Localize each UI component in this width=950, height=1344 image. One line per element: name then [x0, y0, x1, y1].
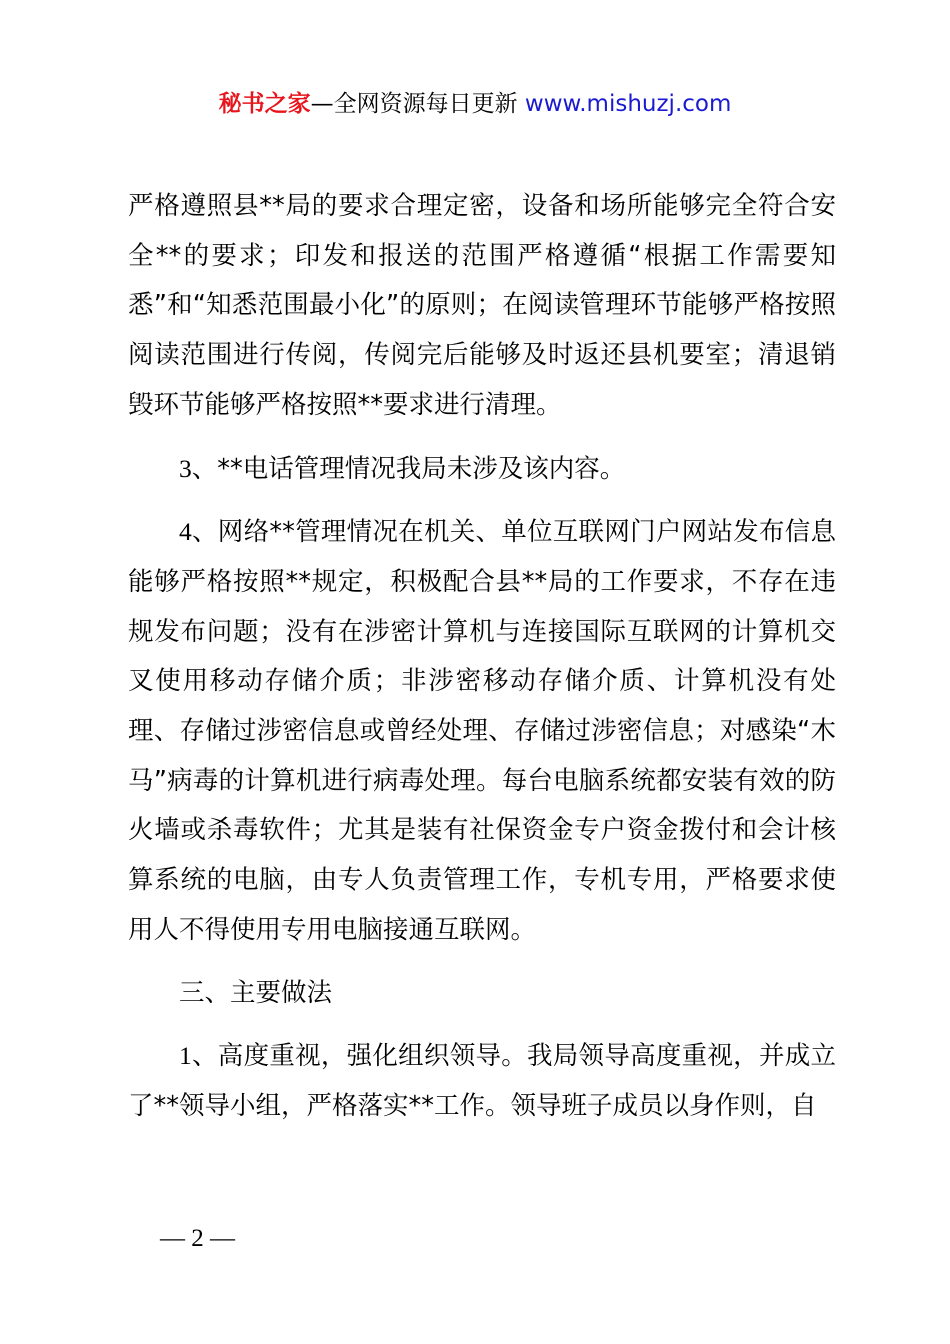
paragraph-phone-management: 3、**电话管理情况我局未涉及该内容。	[179, 453, 626, 484]
site-url-link[interactable]: www.mishuzj.com	[524, 91, 732, 117]
site-header	[0, 86, 950, 122]
page-number: — 2 —	[160, 1225, 235, 1252]
paragraph-confidential-docs: 严格遵照县**局的要求合理定密，设备和场所能够完全符合安全**的要求；印发和报送的范围严格遵循“根据工作需要知悉”和“知悉范围最小化”的原则；在阅读管理环节能够严格按照阅读范围进行传阅，传阅完后能够及时返还县机要室；清退销毁环节能够严格按照**要求进行清理。	[128, 191, 836, 420]
header-tagline: —全网资源每日更新	[310, 91, 525, 117]
brand-name: 秘书之家	[218, 91, 311, 117]
document-body	[128, 182, 836, 1132]
section-heading-main-practices: 三、主要做法	[179, 977, 333, 1008]
paragraph-leadership: 1、高度重视，强化组织领导。我局领导高度重视，并成立了**领导小组，严格落实**工作。领导班子成员以身作则，自	[128, 1041, 836, 1121]
paragraph-network-management: 4、网络**管理情况在机关、单位互联网门户网站发布信息能够严格按照**规定，积极配合县**局的工作要求，不存在违规发布问题；没有在涉密计算机与连接国际互联网的计算机交叉使用移动存储介质；非涉密移动存储介质、计算机没有处理、存储过涉密信息或曾经处理、存储过涉密信息；对感染“木马”病毒的计算机进行病毒处理。每台电脑系统都安装有效的防火墙或杀毒软件；尤其是装有社保资金专户资金拨付和会计核算系统的电脑，由专人负责管理工作，专机专用，严格要求使用人不得使用专用电脑接通互联网。	[128, 517, 836, 945]
